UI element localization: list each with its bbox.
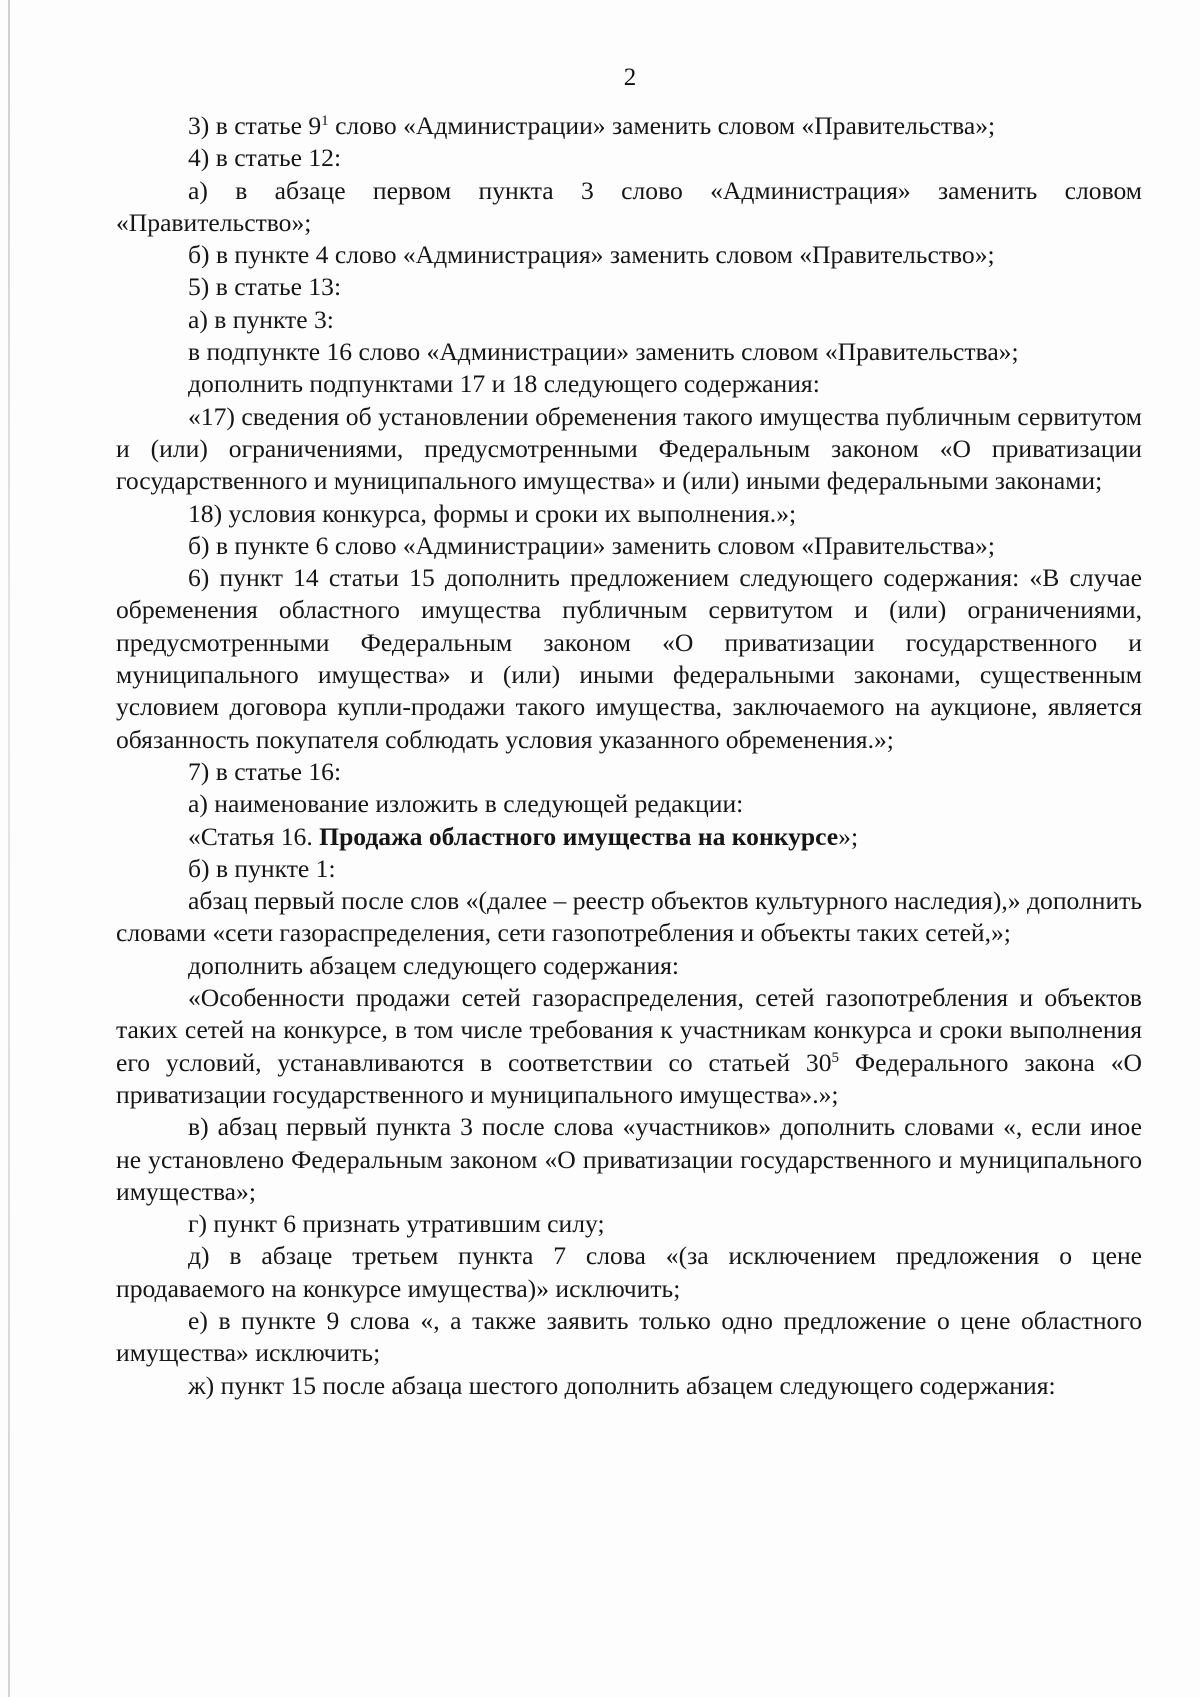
paragraph-first-abzac: абзац первый после слов «(далее – реестр объектов культурного наследия),» дополнить словами «сети газораспределения, сети газопотребления и объекты таких сетей,»; (116, 886, 1142, 948)
paragraph-add-abzac: дополнить абзацем следующего содержания: (188, 950, 680, 980)
paragraph-3-article-9-1 (116, 110, 1142, 142)
article-16-heading (116, 821, 1142, 853)
paragraph-12-a: а) в абзаце первом пункта 3 слово «Администрация» заменить словом «Правительство»; (116, 175, 1142, 237)
superscript-index: 1 (321, 113, 329, 129)
paragraph-16-a: а) наименование изложить в следующей редакции: (188, 789, 744, 819)
article-title-bold: Продажа областного имущества на конкурсе (319, 821, 839, 851)
paragraph-13-a: а) в пункте 3: (188, 304, 334, 334)
paragraph-16-v: в) абзац первый пункта 3 после слова «участников» дополнить словами «, если иное не установлено Федеральным законом «О приватизации государственного и муниципального имущества»; (116, 1112, 1142, 1206)
scan-edge-shadow (8, 0, 10, 1697)
paragraph-subpoint-17: «17) сведения об установлении обременения такого имущества публичным сервитутом и (или) ограничениями, предусмотренными Федеральным законом «О приватизации государственного и муниципального имущества» и (или) иными федеральными законами; (116, 401, 1142, 496)
paragraph-5-article-13: 5) в статье 13: (188, 272, 342, 302)
paragraph-text: «Статья 16. (188, 821, 320, 851)
superscript-index: 5 (831, 1049, 839, 1066)
paragraph-text: 3) в статье 9 (188, 111, 322, 140)
page-number: 2 (623, 64, 637, 91)
paragraph-16-e: е) в пункте 9 слова «, а также заявить только одно предложение о цене областного имущества» исключить; (116, 1305, 1142, 1368)
paragraph-add-subpoints: дополнить подпунктами 17 и 18 следующего содержания: (188, 369, 820, 399)
paragraph-16-d: д) в абзаце третьем пункта 7 слова «(за исключением предложения о цене продаваемого на конкурсе имущества)» исключить; (116, 1241, 1142, 1303)
paragraph-16-zh: ж) пункт 15 после абзаца шестого дополнить абзацем следующего содержания: (188, 1370, 1056, 1400)
paragraph-text: «Особенности продажи сетей газораспределения, сетей газопотребления и объектов таких сетей на конкурсе, в том числе требования к участникам конкурса и сроки выполнения его условий, устанавливаются в соответствии со статьей 30 (116, 983, 1142, 1077)
paragraph-subpoint-16: в подпункте 16 слово «Администрации» заменить словом «Правительства»; (188, 337, 1019, 367)
paragraph-gas-network-features (116, 982, 1142, 1111)
paragraph-16-g: г) пункт 6 признать утратившим силу; (188, 1209, 605, 1239)
document-body (116, 110, 1142, 1402)
paragraph-text: Федерального закона «О приватизации государственного и муниципального имущества».»; (116, 1047, 1142, 1109)
paragraph-16-b: б) в пункте 1: (188, 853, 336, 883)
paragraph-7-article-16: 7) в статье 16: (188, 756, 342, 786)
paragraph-text: »; (838, 821, 859, 851)
paragraph-text: слово «Администрации» заменить словом «Правительства»; (328, 111, 996, 140)
paragraph-13-b: б) в пункте 6 слово «Администрации» заменить словом «Правительства»; (188, 530, 995, 560)
paragraph-6-article-15: 6) пункт 14 статьи 15 дополнить предложением следующего содержания: «В случае обременения областного имущества публичным сервитутом и (или) ограничениями, предусмотренными Федеральным законом «О приватизации государственного и муниципального имущества» и (или) иными федеральными законами, существенным условием договора купли-продажи такого имущества, заключаемого на аукционе, является обязанность покупателя соблюдать условия указанного обременения.»; (116, 563, 1142, 754)
paragraph-subpoint-18: 18) условия конкурса, формы и сроки их выполнения.»; (188, 498, 797, 528)
paragraph-12-b: б) в пункте 4 слово «Администрация» заменить словом «Правительство»; (188, 240, 995, 270)
paragraph-4-article-12: 4) в статье 12: (188, 143, 342, 173)
